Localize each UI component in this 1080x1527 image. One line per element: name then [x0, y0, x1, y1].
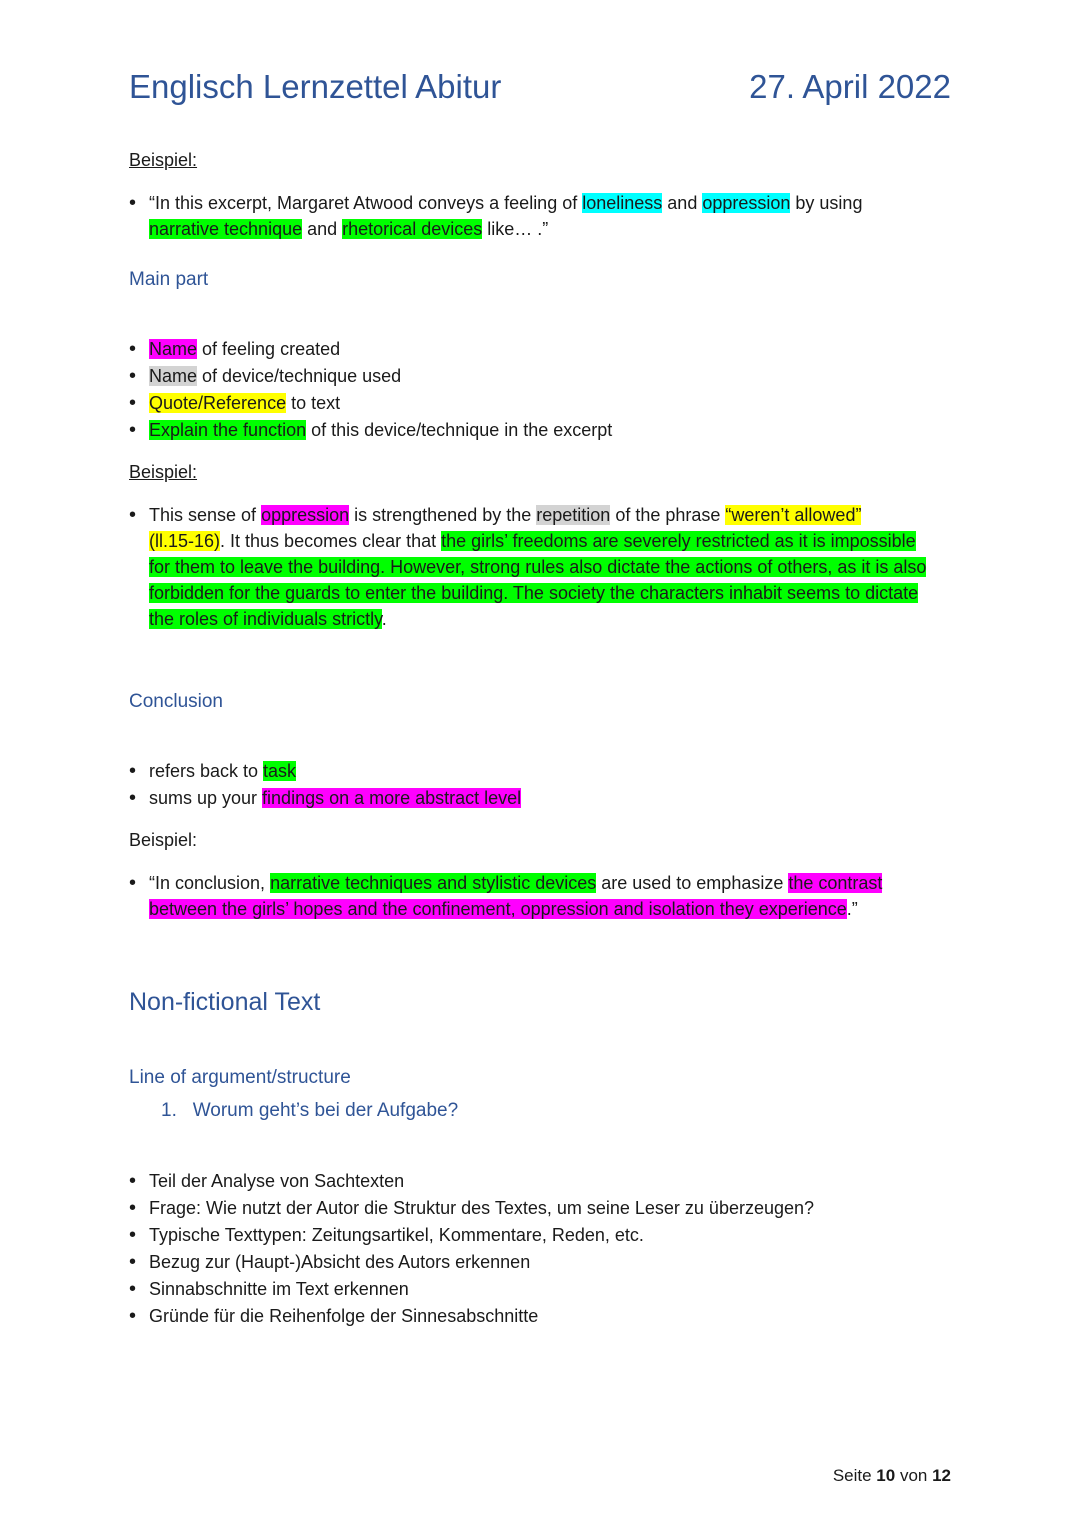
list-item: • Gründe für die Reihenfolge der Sinnesabschnitte	[129, 1303, 814, 1330]
example-2-heading: Beispiel:	[129, 462, 198, 482]
list-item: • Explain the function of this device/technique in the excerpt	[129, 417, 612, 444]
example-1-quote: • “In this excerpt, Margaret Atwood conveys a feeling of loneliness and oppression by using narrative technique and rhetorical devices like… .”	[129, 192, 863, 239]
list-item: • Quote/Reference to text	[129, 390, 612, 417]
line-of-argument-heading: Line of argument/structure	[129, 1067, 351, 1088]
highlight-narrative-technique: narrative technique	[149, 219, 303, 239]
list-item: • Bezug zur (Haupt-)Absicht des Autors erkennen	[129, 1249, 814, 1276]
bullet-icon: •	[129, 192, 137, 214]
highlight-oppression: oppression	[702, 193, 791, 213]
conclusion-list	[129, 758, 521, 812]
list-item: • sums up your findings on a more abstract level	[129, 785, 521, 812]
list-item: • Teil der Analyse von Sachtexten	[129, 1168, 814, 1195]
list-item: • Frage: Wie nutzt der Autor die Struktur des Textes, um seine Leser zu überzeugen?	[129, 1195, 814, 1222]
list-item: • Name of device/technique used	[129, 363, 612, 390]
example-2-paragraph: • This sense of oppression is strengthened by the repetition of the phrase “weren’t allowed” (ll.15-16). It thus becomes clear that the girls’ freedoms are severely restricted as it is impossible for them to leave the building. However, strong rules also dictate the actions of others, as it is also forbidden for the guards to enter the building. The society the characters inhabit seems to dictate the roles of individuals strictly.	[129, 504, 927, 629]
list-item: • Typische Texttypen: Zeitungsartikel, Kommentare, Reden, etc.	[129, 1222, 814, 1249]
document-date: 27. April 2022	[749, 68, 951, 105]
numbered-heading: 1. Worum geht’s bei der Aufgabe?	[161, 1100, 459, 1121]
conclusion-heading: Conclusion	[129, 691, 223, 712]
highlight-loneliness: loneliness	[582, 193, 663, 213]
document-title: Englisch Lernzettel Abitur	[129, 68, 502, 105]
highlight-rhetorical-devices: rhetorical devices	[342, 219, 483, 239]
example-3-heading: Beispiel:	[129, 830, 198, 850]
list-item: • Sinnabschnitte im Text erkennen	[129, 1276, 814, 1303]
list-item: • refers back to task	[129, 758, 521, 785]
example-3-quote: • “In conclusion, narrative techniques and stylistic devices are used to emphasize the contrast between the girls’ hopes and the confinement, oppression and isolation they experience.”	[129, 872, 883, 919]
example-1-heading: Beispiel:	[129, 150, 198, 170]
main-part-heading: Main part	[129, 269, 209, 290]
page-number: Seite 10 von 12	[832, 1466, 951, 1485]
nonfiction-list	[129, 1168, 814, 1330]
nonfiction-heading: Non-fictional Text	[129, 988, 321, 1016]
bullet-icon: •	[129, 504, 137, 526]
bullet-icon: •	[129, 872, 137, 894]
main-part-list	[129, 336, 612, 444]
list-item: • Name of feeling created	[129, 336, 612, 363]
